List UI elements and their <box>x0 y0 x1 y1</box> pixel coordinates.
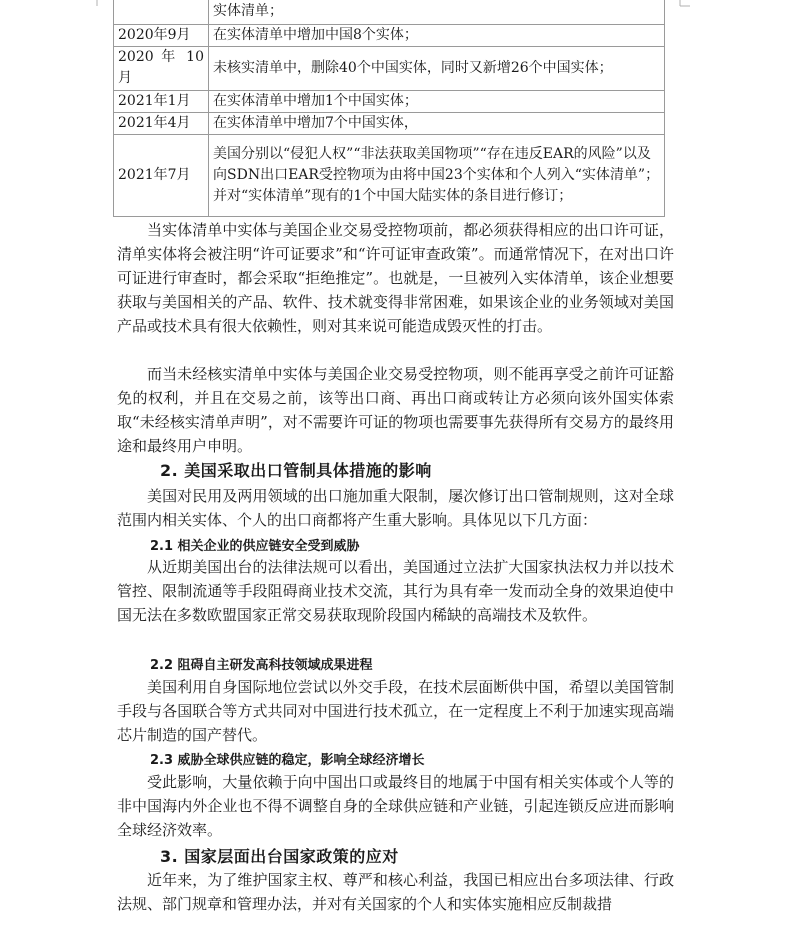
paragraph-text: 从近期美国出台的法律法规可以看出，美国通过立法扩大国家执法权力并以技术管控、限制流通等手段阻碍商业技术交流，其行为具有牵一发而动全身的效果迫使中国无法在多数欧盟国家正常交易获取现阶段国内稀缺的高端技术及软件。 <box>117 558 674 624</box>
paragraph-text: 而当未经核实清单中实体与美国企业交易受控物项，则不能再享受之前许可证豁免的权利，并且在交易之前，该等出口商、再出口商或转让方必须向该外国实体索取“未经核实清单声明”，对不需要许可证的物项也需要事先获得所有交易方的最终用途和最终用户申明。 <box>117 365 674 455</box>
section-heading: 2. 美国采取出口管制具体措施的影响 <box>160 461 432 480</box>
paragraph <box>117 484 674 532</box>
table-cell-date: 2020 年 10 月 <box>114 46 209 90</box>
table-cell-date: 2021年7月 <box>114 134 209 216</box>
paragraph <box>117 362 674 458</box>
table-cell-content: 在实体清单中增加1个中国实体； <box>209 90 665 112</box>
paragraph <box>117 770 674 842</box>
table-row <box>114 46 665 90</box>
table-cell-content: 实体清单； <box>209 0 665 24</box>
paragraph-text: 当实体清单中实体与美国企业交易受控物项前，都必须获得相应的出口许可证，清单实体将会被注明“许可证要求”和“许可证审查政策”。而通常情况下，在对出口许可证进行审查时，都会采取“拒绝推定”。也就是，一旦被列入实体清单，该企业想要获取与美国相关的产品、软件、技术就变得非常困难，如果该企业的业务领域对美国产品或技术具有很大依赖性，则对其来说可能造成毁灭性的打击。 <box>117 221 674 335</box>
paragraph <box>117 868 674 916</box>
paragraph-text: 美国对民用及两用领域的出口施加重大限制，屡次修订出口管制规则，这对全球范围内相关实体、个人的出口商都将产生重大影响。具体见以下几方面： <box>117 487 674 529</box>
table-cell-date <box>114 0 209 24</box>
table-cell-content: 在实体清单中增加中国8个实体； <box>209 24 665 46</box>
paragraph <box>117 555 674 627</box>
paragraph-text: 近年来，为了维护国家主权、尊严和核心利益，我国已相应出台多项法律、行政法规、部门规章和管理办法，并对有关国家的个人和实体实施相应反制裁措 <box>117 871 674 913</box>
paragraph-text: 受此影响，大量依赖于向中国出口或最终目的地属于中国有相关实体或个人等的非中国海内外企业也不得不调整自身的全球供应链和产业链，引起连锁反应进而影响全球经济效率。 <box>117 773 674 839</box>
table-cell-content: 美国分别以“侵犯人权”“非法获取美国物项”“存在违反EAR的风险”以及向SDN出口EAR受控物项为由将中国23个实体和个人列入“实体清单”；并对“实体清单”现有的1个中国大陆实体的条目进行修订； <box>209 134 665 216</box>
table-cell-content: 未核实清单中，删除40个中国实体，同时又新增26个中国实体； <box>209 46 665 90</box>
subsection-heading: 2.1 相关企业的供应链安全受到威胁 <box>150 539 360 554</box>
table-cell-date: 2021年1月 <box>114 90 209 112</box>
table-row <box>114 134 665 216</box>
table-row <box>114 112 665 134</box>
table-cell-content: 在实体清单中增加7个中国实体， <box>209 112 665 134</box>
table-cell-date: 2020年9月 <box>114 24 209 46</box>
table-row <box>114 24 665 46</box>
section-heading: 3. 国家层面出台国家政策的应对 <box>160 847 399 866</box>
table-row <box>114 0 665 24</box>
paragraph-text: 美国利用自身国际地位尝试以外交手段，在技术层面断供中国，希望以美国管制手段与各国联合等方式共同对中国进行技术孤立，在一定程度上不利于加速实现高端芯片制造的国产替代。 <box>117 678 674 744</box>
subsection-heading: 2.2 阻碍自主研发高科技领域成果进程 <box>150 658 373 673</box>
table-cell-date: 2021年4月 <box>114 112 209 134</box>
subsection-heading: 2.3 威胁全球供应链的稳定，影响全球经济增长 <box>150 753 425 768</box>
table-row <box>114 90 665 112</box>
paragraph <box>117 218 674 338</box>
entity-list-table <box>113 0 665 217</box>
paragraph <box>117 675 674 747</box>
